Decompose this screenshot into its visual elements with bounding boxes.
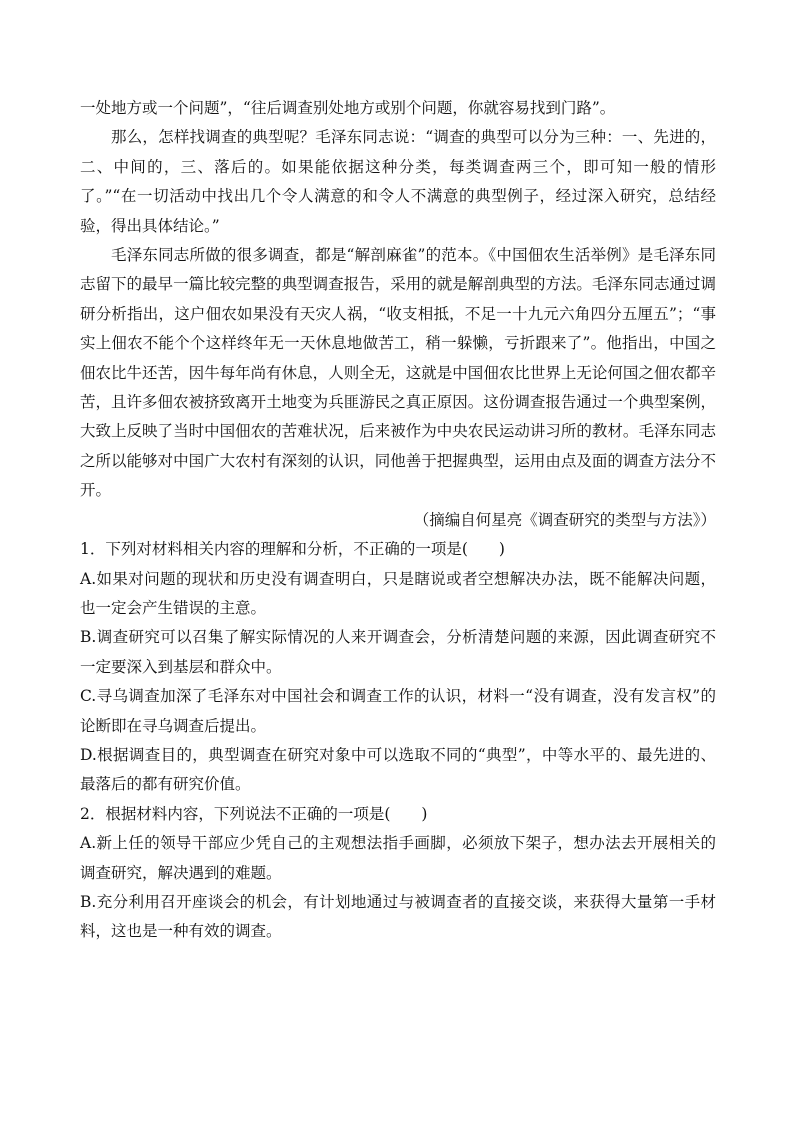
question-stem: 1．下列对材料相关内容的理解和分析，不正确的一项是( ) xyxy=(80,540,505,559)
option-b: B.充分利用召开座谈会的机会，有计划地通过与被调查者的直接交谈，来获得大量第一手材料，这也是一种有效的调查。 xyxy=(80,892,716,941)
option-c: C.寻乌调查加深了毛泽东对中国社会和调查工作的认识，材料一“没有调查，没有发言权”的论断即在寻乌调查后提出。 xyxy=(80,687,716,735)
option-a: A.如果对问题的现状和历史没有调查明白，只是瞎说或者空想解决办法，既不能解决问题，也一定会产生错误的主意。 xyxy=(80,569,716,617)
passage-paragraph-continued: 一处地方或一个问题”，“往后调查别处地方或别个问题，你就容易找到门路”。 xyxy=(80,99,616,117)
passage-paragraph-example: 毛泽东同志所做的很多调查，都是“解剖麻雀”的范本。《中国佃农生活举例》是毛泽东同志留下的最早一篇比较完整的典型调查报告，采用的就是解剖典型的方法。毛泽东同志通过调研分析指出，这户佃农如果没有天灾人祸，“收支相抵，不足一十九元六角四分五厘五”；“事实上佃农不能个个这样终年无一天休息地做苦工，稍一躲懒，亏折跟来了”。他指出，中国之佃农比牛还苦，因牛每年尚有休息，人则全无，这就是中国佃农比世界上无论何国之佃农都辛苦，且许多佃农被挤致离开土地变为兵匪游民之真正原因。这份调查报告通过一个典型案例，大致上反映了当时中国佃农的苦难状况，后来被作为中央农民运动讲习所的教材。毛泽东同志之所以能够对中国广大农村有深刻的认识，同他善于把握典型，运用由点及面的调查方法分不开。 xyxy=(80,246,716,500)
question-stem: 2．根据材料内容，下列说法不正确的一项是( ) xyxy=(80,804,428,823)
passage-source: （摘编自何星亮《调查研究的类型与方法》） xyxy=(413,510,716,529)
question-2 xyxy=(80,800,716,947)
option-a: A.新上任的领导干部应少凭自己的主观想法指手画脚，必须放下架子，想办法去开展相关的调查研究，解决遇到的难题。 xyxy=(80,834,716,882)
option-b: B.调查研究可以召集了解实际情况的人来开调查会，分析清楚问题的来源，因此调查研究不一定要深入到基层和群众中。 xyxy=(80,628,716,676)
passage-paragraph-typical: 那么，怎样找调查的典型呢？毛泽东同志说：“调查的典型可以分为三种：一、先进的，二、中间的，三、落后的。如果能依据这种分类，每类调查两三个，即可知一般的情形了。”“在一切活动中找出几个令人满意的和令人不满意的典型例子，经过深入研究，总结经验，得出具体结论。” xyxy=(80,128,716,235)
option-d: D.根据调查目的，典型调查在研究对象中可以选取不同的“典型”，中等水平的、最先进的、最落后的都有研究价值。 xyxy=(80,745,716,794)
question-1 xyxy=(80,535,716,800)
document-page xyxy=(80,94,716,947)
